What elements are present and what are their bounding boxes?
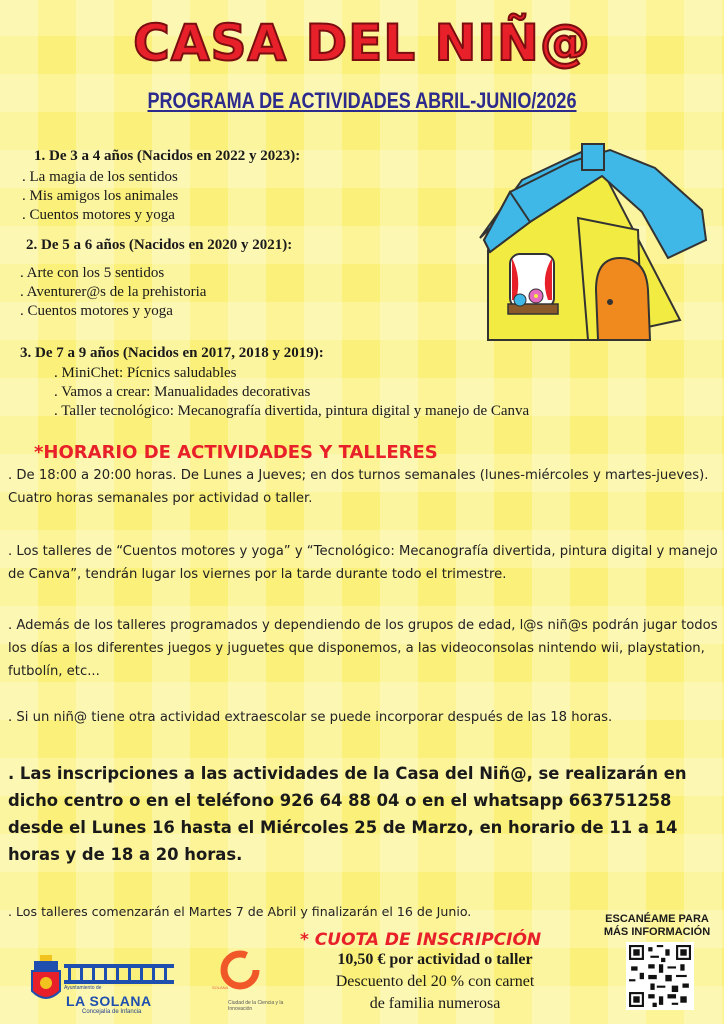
page-title: CASA DEL NIÑ@: [133, 14, 591, 72]
la-solana-logo: [26, 955, 66, 1011]
list-item: . Vamos a crear: Manualidades decorativas: [54, 384, 311, 400]
qr-label: ESCANÉAME PARA MÁS INFORMACIÓN: [603, 913, 711, 938]
horario-heading: *HORARIO DE ACTIVIDADES Y TALLERES: [34, 442, 438, 463]
cuota-discount: Descuento del 20 % con carnet: [335, 973, 535, 990]
flower-box: [508, 304, 558, 314]
horario-paragraph-1: . De 18:00 a 20:00 horas. De Lunes a Jueves; en dos turnos semanales (lunes-miércoles y martes-jueves). Cuatro horas semanales por actividad o taller.: [8, 468, 709, 506]
cc-small-label: SOLANA: [212, 985, 229, 990]
list-item: . Aventurer@s de la prehistoria: [20, 284, 207, 300]
list-item: . Cuentos motores y yoga: [22, 207, 175, 223]
cc-text: Ciudad de la Ciencia y la Innovación: [228, 1000, 284, 1012]
group-1-heading: 1. De 3 a 4 años (Nacidos en 2022 y 2023):: [34, 148, 301, 164]
talleres-fechas: . Los talleres comenzarán el Martes 7 de Abril y finalizarán el 16 de Junio.: [8, 904, 472, 919]
list-item: . Mis amigos los animales: [22, 188, 179, 204]
page-subtitle: PROGRAMA DE ACTIVIDADES ABRIL-JUNIO/2026: [147, 88, 577, 113]
cuota-price: 10,50 € por actividad o taller: [337, 951, 533, 968]
house-illustration: [470, 140, 720, 350]
house-chimney: [582, 144, 604, 170]
group-2-items: [20, 264, 206, 321]
qr-code[interactable]: [626, 942, 694, 1010]
group-3-items: [54, 364, 529, 421]
horario-paragraph-3: . Además de los talleres programados y dependiendo de los grupos de edad, l@s niñ@s podrán jugar todos los días a los diferentes juegos y juguetes que disponemos, a las videoconsolas nintendo wii, playstation, futbolín, etc...: [8, 618, 718, 679]
list-item: . MiniChet: Pícnics saludables: [54, 365, 237, 381]
list-item: . Cuentos motores y yoga: [20, 303, 173, 319]
group-2-heading: 2. De 5 a 6 años (Nacidos en 2020 y 2021):: [26, 237, 293, 253]
ayto-sub: Concejalía de Infancia: [82, 1009, 142, 1015]
flower-icon: [514, 294, 526, 306]
horario-paragraph-2: . Los talleres de “Cuentos motores y yoga” y “Tecnológico: Mecanografía divertida, pintura digital y manejo de Canva”, tendrán lugar los viernes por la tarde durante todo el trimestre.: [8, 544, 718, 582]
cuota-heading: * CUOTA DE INSCRIPCIÓN: [300, 930, 542, 950]
inscripciones-info: . Las inscripciones a las actividades de la Casa del Niñ@, se realizarán en dicho centro o en el teléfono 926 64 88 04 o en el whatsapp 663751258 desde el Lunes 16 hasta el Miércoles 25 de Marzo, en horario de 11 a 14 horas y de 18 a 20 horas.: [8, 764, 687, 864]
list-item: . La magia de los sentidos: [22, 169, 178, 185]
la-solana-building-icon: [64, 958, 174, 984]
group-3-heading: 3. De 7 a 9 años (Nacidos en 2017, 2018 y 2019):: [20, 345, 324, 361]
list-item: . Arte con los 5 sentidos: [20, 265, 165, 281]
cuota-discount-2: de familia numerosa: [369, 995, 501, 1012]
house-door: [596, 258, 650, 340]
ayto-name: LA SOLANA: [66, 993, 152, 1009]
group-1-items: [22, 168, 178, 225]
ayto-small-label: Ayuntamiento de: [64, 985, 102, 991]
horario-paragraph-4: . Si un niñ@ tiene otra actividad extraescolar se puede incorporar después de las 18 horas.: [8, 710, 613, 725]
list-item: . Taller tecnológico: Mecanografía divertida, pintura digital y manejo de Canva: [54, 403, 530, 419]
